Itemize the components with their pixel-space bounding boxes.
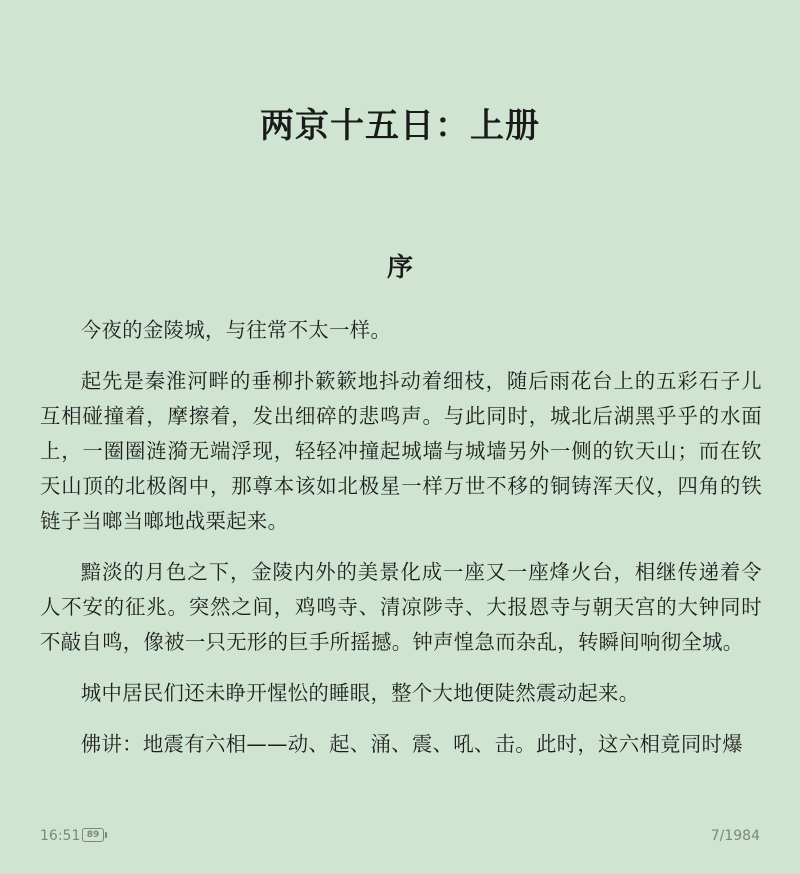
paragraph: 城中居民们还未睁开惺忪的睡眼，整个大地便陡然震动起来。 [80, 681, 640, 705]
clock: 16:51 [40, 828, 81, 844]
paragraph: 黯淡的月色之下，金陵内外的美景化成一座又一座烽火台，相继传递着令人不安的征兆。突然之间，鸡鸣寺、清凉陟寺、大报恩寺与朝天宫的大钟同时不敲自鸣，像被一只无形的巨手所摇撼。钟声惶急而杂乱，转瞬间响彻全城。 [40, 560, 762, 654]
book-title: 两京十五日：上册 [260, 106, 540, 146]
page-indicator: 7/1984 [710, 828, 760, 844]
paragraph: 佛讲：地震有六相——动、起、涌、震、吼、击。此时，这六相竟同时爆 [80, 732, 743, 756]
battery-icon: 89 [82, 828, 104, 842]
paragraph: 起先是秦淮河畔的垂柳扑簌簌地抖动着细枝，随后雨花台上的五彩石子儿互相碰撞着，摩擦着，发出细碎的悲鸣声。与此同时，城北后湖黑乎乎的水面上，一圈圈涟漪无端浮现，轻轻冲撞起城墙与城墙另外一侧的钦天山；而在钦天山顶的北极阁中，那尊本该如北极星一样万世不移的铜铸浑天仪，四角的铁链子当啷当啷地战栗起来。 [40, 369, 762, 533]
chapter-title: 序 [386, 253, 413, 283]
paragraph: 今夜的金陵城，与往常不太一样。 [80, 318, 392, 342]
status-bar [0, 818, 800, 858]
chapter-content [40, 313, 762, 778]
